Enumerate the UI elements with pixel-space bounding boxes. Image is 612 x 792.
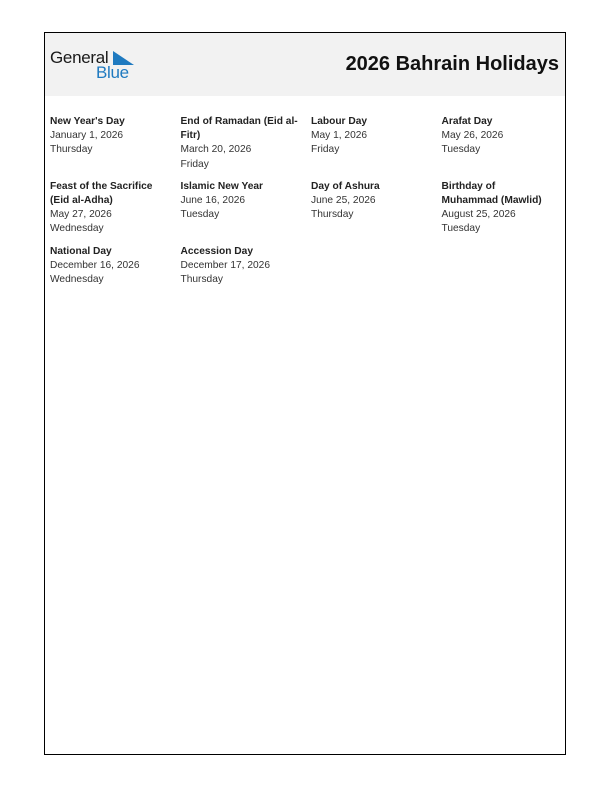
- holiday-date: December 16, 2026: [50, 259, 140, 271]
- holiday-name: Islamic New Year: [180, 180, 263, 192]
- holiday-name: End of Ramadan (Eid al-Fitr): [180, 116, 298, 142]
- holiday-item: [50, 180, 181, 237]
- holiday-name: New Year's Day: [50, 116, 125, 127]
- holiday-item: [181, 115, 312, 172]
- holiday-name: Arafat Day: [441, 116, 493, 127]
- header-band: [45, 33, 565, 96]
- holiday-weekday: Tuesday: [441, 223, 481, 235]
- holiday-date: May 1, 2026: [311, 130, 368, 142]
- holiday-name: Accession Day: [180, 245, 253, 257]
- holiday-item: [181, 180, 312, 237]
- page-title: 2026 Bahrain Holidays: [345, 53, 559, 75]
- holiday-weekday: Thursday: [311, 209, 354, 221]
- logo-word-blue: Blue: [96, 63, 129, 82]
- holiday-list: [50, 115, 562, 287]
- holiday-weekday: Thursday: [50, 144, 93, 156]
- holiday-item: [442, 115, 562, 172]
- holiday-weekday: Wednesday: [50, 274, 104, 286]
- holiday-weekday: Friday: [180, 158, 209, 170]
- holiday-date: August 25, 2026: [441, 209, 516, 221]
- holiday-weekday: Tuesday: [180, 209, 220, 221]
- holiday-date: January 1, 2026: [50, 130, 124, 142]
- holiday-weekday: Tuesday: [441, 144, 481, 156]
- page-frame: [44, 32, 566, 755]
- holiday-name: Feast of the Sacrifice (Eid al-Adha): [50, 180, 153, 207]
- holiday-name: Labour Day: [311, 116, 368, 127]
- holiday-item: [442, 180, 562, 237]
- holiday-item: [181, 245, 312, 288]
- holiday-item: [50, 115, 181, 172]
- holiday-name: National Day: [50, 245, 112, 257]
- generalblue-logo: [50, 48, 140, 84]
- holiday-item: [311, 180, 442, 237]
- holiday-weekday: Friday: [311, 144, 340, 156]
- holiday-date: December 17, 2026: [180, 259, 270, 271]
- holiday-date: March 20, 2026: [180, 144, 252, 156]
- holiday-item: [50, 245, 181, 288]
- holiday-date: May 26, 2026: [441, 130, 504, 142]
- holiday-weekday: Thursday: [180, 274, 223, 286]
- holiday-name: Birthday of Muhammad (Mawlid): [441, 180, 542, 207]
- holiday-weekday: Wednesday: [50, 223, 104, 235]
- holiday-date: June 25, 2026: [311, 195, 376, 207]
- holiday-date: June 16, 2026: [180, 195, 246, 207]
- holiday-item: [311, 115, 442, 172]
- holiday-date: May 27, 2026: [50, 209, 112, 221]
- holiday-name: Day of Ashura: [311, 180, 380, 192]
- logo-word-general: General: [50, 48, 109, 67]
